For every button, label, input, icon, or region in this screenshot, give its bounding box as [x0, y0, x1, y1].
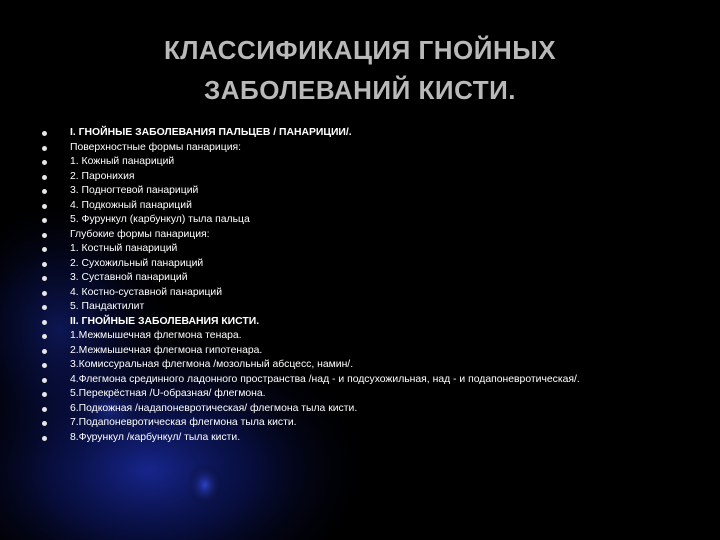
bullet-icon	[42, 131, 47, 136]
list-item	[42, 228, 580, 243]
list-item-text: 1. Костный панариций	[70, 243, 178, 254]
list-item	[42, 344, 580, 359]
list-item	[42, 126, 580, 141]
bullet-icon	[42, 349, 47, 354]
list-item-text: 5. Фурункул (карбункул) тыла пальца	[70, 214, 250, 225]
title-line-1: КЛАССИФИКАЦИЯ ГНОЙНЫХ	[163, 35, 557, 65]
list-item-text: Глубокие формы панариция:	[70, 228, 210, 240]
list-item	[42, 199, 580, 214]
list-item	[42, 387, 580, 402]
list-item	[42, 358, 580, 373]
bullet-icon	[42, 247, 47, 252]
list-item-text: 2.Межмышечная флегмона гипотенара.	[70, 344, 263, 356]
list-item	[42, 213, 580, 228]
bullet-icon	[42, 378, 47, 383]
list-item	[42, 271, 580, 286]
bullet-icon	[42, 175, 47, 180]
list-item	[42, 242, 580, 257]
bullet-icon	[42, 436, 47, 441]
bullet-icon	[42, 189, 47, 194]
list-item-text: 3. Подногтевой панариций	[70, 185, 199, 196]
list-item	[42, 141, 580, 156]
list-item-text: 2. Сухожильный панариций	[70, 257, 204, 269]
list-item	[42, 170, 580, 185]
list-item-text: 7.Подапоневротическая флегмона тыла кисти.	[70, 417, 297, 428]
classification-list	[42, 126, 580, 445]
bullet-icon	[42, 218, 47, 223]
list-item-text: I. ГНОЙНЫЕ ЗАБОЛЕВАНИЯ ПАЛЬЦЕВ / ПАНАРИЦИИ/.	[70, 127, 352, 138]
list-item-text: 4.Флегмона срединного ладонного пространства /над - и подсухожильная, над - и подапоневротическая/.	[70, 373, 580, 385]
list-item-text: 5.Перекрёстная /U-образная/ флегмона.	[70, 388, 266, 399]
bullet-icon	[42, 233, 47, 238]
list-item	[42, 329, 580, 344]
bullet-icon	[42, 320, 47, 325]
bullet-icon	[42, 305, 47, 310]
bullet-icon	[42, 204, 47, 209]
list-item	[42, 300, 580, 315]
bullet-icon	[42, 276, 47, 281]
list-item	[42, 184, 580, 199]
list-item	[42, 315, 580, 330]
list-item-text: 1.Межмышечная флегмона тенара.	[70, 330, 242, 341]
bullet-icon	[42, 262, 47, 267]
list-item-text: 3.Комиссуральная флегмона /мозольный абсцесс, намин/.	[70, 359, 354, 370]
list-item-text: 2. Паронихия	[70, 170, 135, 182]
list-item-text: 8.Фурункул /карбункул/ тыла кисти.	[70, 431, 241, 443]
list-item-text: 1. Кожный панариций	[70, 156, 175, 167]
list-item	[42, 155, 580, 170]
bullet-icon	[42, 407, 47, 412]
list-item-text: 6.Подкожная /надапоневротическая/ флегмона тыла кисти.	[70, 402, 358, 414]
bullet-icon	[42, 160, 47, 165]
list-item-text: 4. Подкожный панариций	[70, 199, 192, 211]
list-item	[42, 431, 580, 446]
list-item-text: 4. Костно-суставной панариций	[70, 286, 222, 298]
list-item-text: II. ГНОЙНЫЕ ЗАБОЛЕВАНИЯ КИСТИ.	[70, 315, 260, 327]
bullet-icon	[42, 363, 47, 368]
slide-title	[60, 30, 660, 110]
title-line-2: ЗАБОЛЕВАНИЙ КИСТИ.	[203, 75, 517, 105]
list-item-text: 5. Пандактилит	[70, 301, 145, 312]
bullet-icon	[42, 334, 47, 339]
bullet-icon	[42, 146, 47, 151]
list-item	[42, 416, 580, 431]
bullet-icon	[42, 392, 47, 397]
bullet-icon	[42, 291, 47, 296]
list-item	[42, 402, 580, 417]
list-item	[42, 373, 580, 388]
bullet-icon	[42, 421, 47, 426]
list-item-text: Поверхностные формы панариция:	[70, 141, 242, 153]
list-item-text: 3. Суставной панариций	[70, 272, 188, 283]
list-item	[42, 257, 580, 272]
list-item	[42, 286, 580, 301]
